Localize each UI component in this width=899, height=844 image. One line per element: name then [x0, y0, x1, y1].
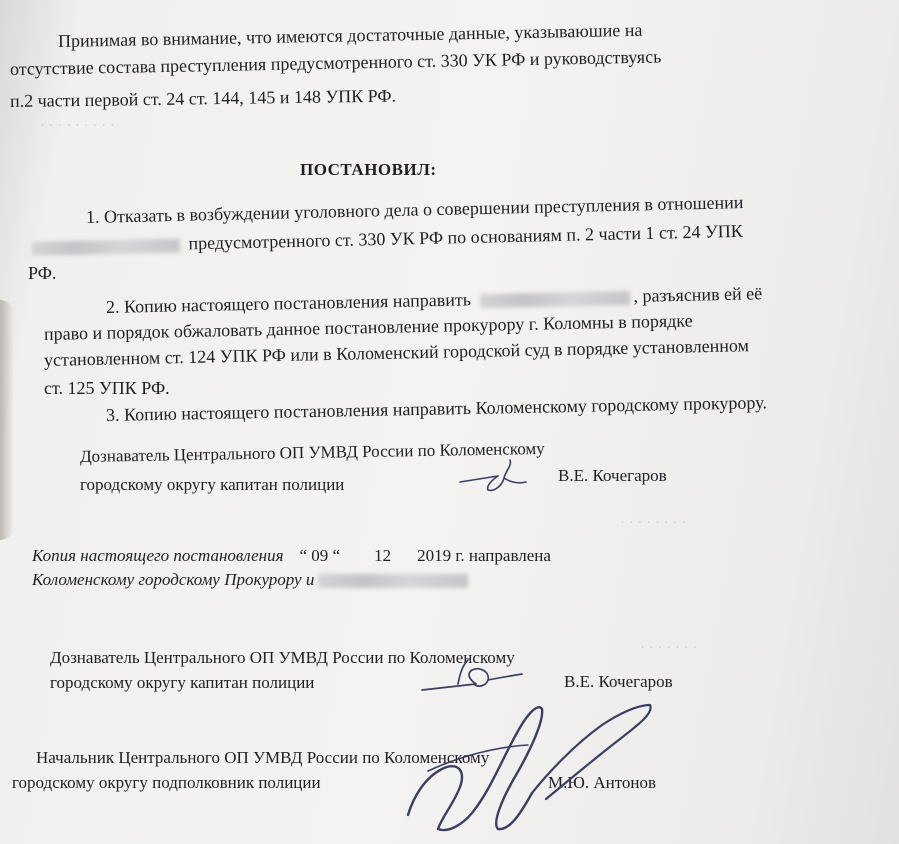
- finger-shadow: [0, 300, 14, 540]
- intro-line-1: Принимая во внимание, что имеются достаточные данные, указываюшие на: [57, 19, 643, 51]
- copy-note-year: 2019 г. направлена: [417, 546, 551, 565]
- item1-line-1: 1. Отказать в возбуждении уголовного дела о совершении преступления в отношении: [85, 192, 744, 227]
- resolution-heading: ПОСТАНОВИЛ:: [300, 160, 437, 179]
- redacted-name: [32, 238, 180, 255]
- copy-note-day: “ 09 “: [299, 546, 341, 565]
- signer2-line-2: городскому округу капитан полиции: [50, 673, 315, 692]
- signature-1-icon: [452, 452, 532, 502]
- item1-line-3: РФ.: [28, 263, 57, 283]
- copy-note-line-2-text: Коломенскому городскому Прокурору и: [32, 570, 315, 589]
- signer1-line-2: городскому округу капитан полиции: [80, 475, 345, 494]
- item2-line-2: право и порядок обжаловать данное постановление прокурору г. Коломны в порядке: [43, 310, 693, 344]
- redacted-name: [318, 574, 468, 588]
- signer1-line-1: Дознаватель Центрального ОП УМВД России по Коломенскому: [79, 438, 545, 466]
- copy-note-label: Копия настоящего постановления: [32, 546, 284, 565]
- item2-line-1-tail: , разъяснив ей её: [633, 283, 763, 306]
- bleed-through-text: · · · · · · · ·: [620, 515, 687, 531]
- chief-line-2: городскому округу подполковник полиции: [12, 773, 321, 792]
- redacted-name: [479, 291, 629, 308]
- copy-note-month: 12: [374, 546, 392, 565]
- signature-2-icon: [418, 650, 528, 700]
- chief-name: М.Ю. Антонов: [548, 773, 657, 792]
- copy-note-line-1: [32, 545, 551, 567]
- signature-3-icon: [398, 695, 660, 840]
- item2-line-3: установленном ст. 124 УПК РФ или в Коломенский городской суд в порядке установленном: [43, 335, 750, 370]
- item2-line-1-text: 2. Копию настоящего постановления направить: [105, 289, 472, 317]
- signer1-name: В.Е. Кочегаров: [558, 466, 667, 485]
- item1-line-2-text: предусмотренного ст. 330 УК РФ по основаниям п. 2 части 1 ст. 24 УПК: [188, 220, 743, 254]
- item2-line-4: ст. 125 УПК РФ.: [44, 378, 170, 398]
- chief-line-1: Начальник Центрального ОП УМВД России по Коломенскому: [36, 748, 490, 767]
- bleed-through-text: · · · · · · · · ·: [40, 118, 115, 134]
- signer2-name: В.Е. Кочегаров: [564, 672, 673, 691]
- signer2-line-1: Дознаватель Центрального ОП УМВД России по Коломенскому: [50, 648, 515, 667]
- bleed-through-text: · · · · · · ·: [640, 640, 698, 656]
- item3-line: 3. Копию настоящего постановления направить Коломенскому городскому прокурору.: [105, 392, 768, 425]
- intro-line-3: п.2 части первой ст. 24 ст. 144, 145 и 148 УПК РФ.: [9, 85, 397, 111]
- intro-line-2: отсутствие состава преступления предусмотренного ст. 330 УК РФ и руководствуясь: [9, 46, 662, 79]
- copy-note-line-2: [32, 569, 472, 591]
